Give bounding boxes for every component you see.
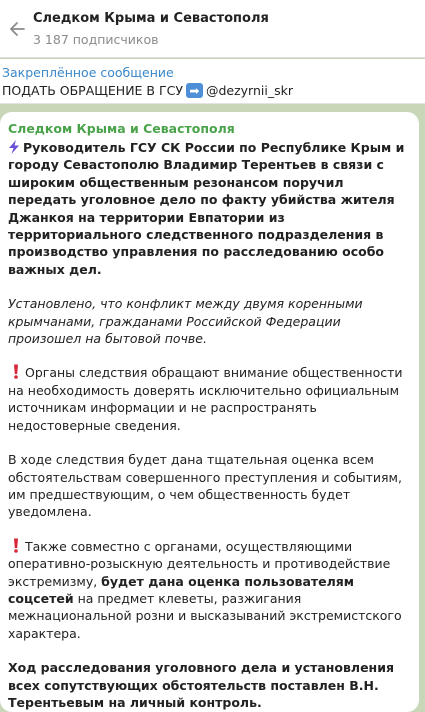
red-exclamation-icon: [11, 364, 21, 379]
high-voltage-icon: [8, 140, 20, 154]
message-paragraph: Установлено, что конфликт между двумя коренными крымчанами, гражданами Российской Федерации произошел на бытовой почве.: [8, 296, 363, 347]
red-exclamation-icon: [11, 538, 21, 553]
bold-fragment: будет дана оценка пользователям соцсетей: [8, 573, 355, 606]
pinned-message-bar[interactable]: [0, 59, 425, 104]
pinned-text: [2, 83, 293, 98]
pinned-mention: @dezyrnii_skr: [205, 83, 293, 98]
pinned-text-main: ПОДАТЬ ОБРАЩЕНИЕ В ГСУ: [2, 83, 183, 98]
message-sender[interactable]: Следком Крыма и Севастополя: [8, 121, 235, 136]
message-paragraph: Органы следствия обращают внимание общественности на необходимость доверять исключительно официальным источникам информации и не распространять недостоверные сведения.: [8, 365, 403, 433]
arrow-left-icon: [8, 20, 26, 38]
right-arrow-icon: ➡: [186, 83, 203, 98]
message-bubble: [0, 112, 419, 712]
message-paragraph: Ход расследования уголовного дела и установления всех сопутствующих обстоятельств поставлен В.Н. Терентьевым на личный контроль.: [8, 660, 394, 710]
pinned-label: Закреплённое сообщение: [2, 65, 174, 80]
back-button[interactable]: [4, 14, 30, 44]
channel-title[interactable]: Следком Крыма и Севастополя: [33, 11, 269, 26]
message-paragraph: Также совместно с органами, осуществляющими оперативно-розыскную деятельность и противодействие экстремизму, будет дана оценка пользователям соцсетей на предмет клеветы, разжигания межнациональной розни и высказываний экстремистского характера.: [8, 538, 402, 641]
chat-header: [0, 0, 425, 58]
message-paragraph: Руководитель ГСУ СК России по Республике Крым и городу Севастополю Владимир Терентьев в связи с широким общественным резонансом поручил передать уголовное дело по факту убийства жителя Джанкоя на территории Евпатории из территориального следственного подразделения в производство управления по расследованию особо важных дел.: [8, 140, 405, 277]
subscriber-count: 3 187 подписчиков: [33, 32, 159, 47]
message-paragraph: В ходе следствия будет дана тщательная оценка всем обстоятельствам совершенного преступления и событиям, им предшествующим, о чем общественность будет уведомлена.: [8, 452, 402, 520]
